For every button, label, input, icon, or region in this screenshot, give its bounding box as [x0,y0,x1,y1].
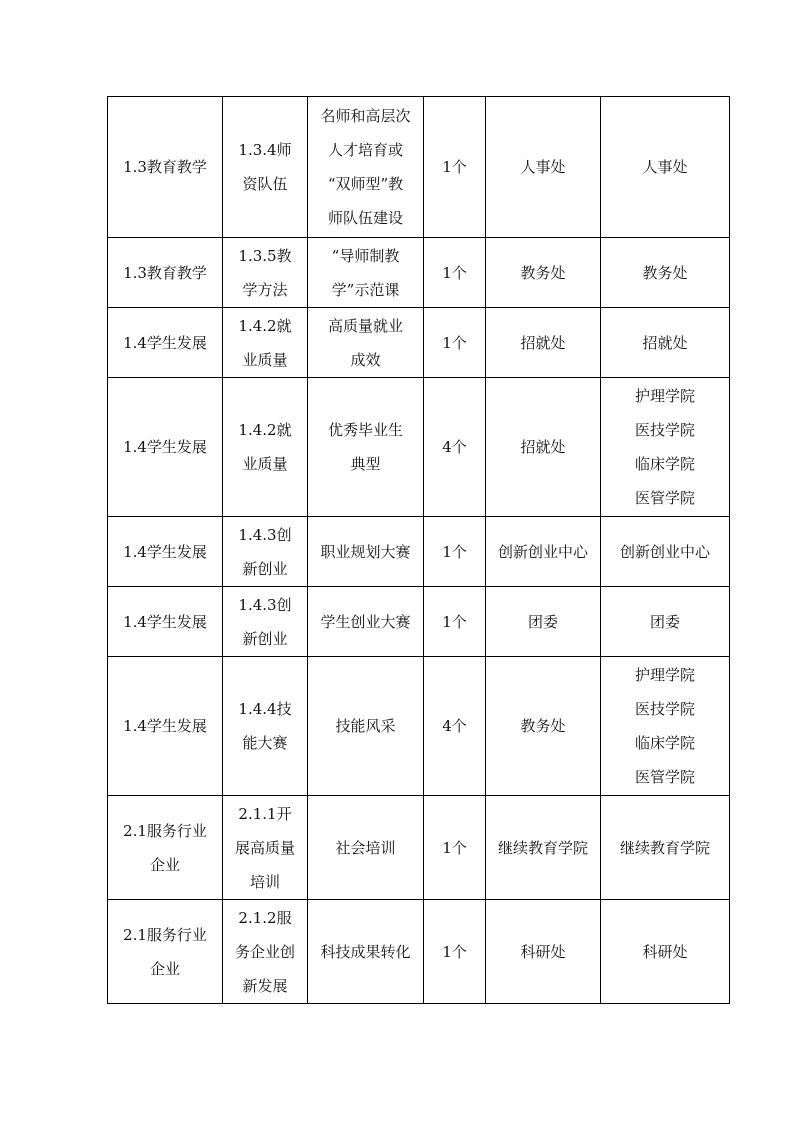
count-cell [424,238,486,308]
cell-line: 1.3教育教学 [123,263,207,282]
cell-line: 名师和高层次 [320,107,411,125]
lead-dept-cell [486,517,601,587]
cell-line: 学”示范课 [331,280,400,299]
cell-line: 1个 [442,612,467,631]
cell-line: 展高质量 [234,838,295,857]
table-row [108,378,730,517]
indicator-cell [108,378,223,517]
count-cell [424,900,486,1004]
cell-line: 新创业 [242,559,288,578]
cell-line: 医管学院 [634,489,695,507]
cell-line: 1.4学生发展 [123,542,207,561]
cell-line: 科研处 [642,942,688,961]
cell-line: 1个 [442,838,467,857]
project-cell [308,308,424,378]
cell-line: 临床学院 [634,734,695,752]
allocation-table [107,96,730,1004]
indicator-cell [108,796,223,900]
sub-indicator-cell [223,587,308,657]
cell-line: 典型 [350,455,381,473]
table-row [108,308,730,378]
cell-line: 1.4学生发展 [123,438,207,456]
project-cell [308,796,424,900]
cell-line: 1.4.3创 [238,595,292,614]
lead-dept-cell [486,587,601,657]
cell-line: 2.1.2服 [238,908,292,927]
cell-line: 1个 [442,333,467,352]
sub-indicator-cell [223,517,308,587]
cell-line: 资队伍 [242,175,288,193]
cell-line: 2.1服务行业 [123,925,207,944]
cell-line: 继续教育学院 [619,838,710,857]
cell-line: 教务处 [520,717,566,735]
cell-line: 学方法 [242,280,288,299]
lead-dept-cell [486,796,601,900]
cell-line: 1.4.4技 [238,700,292,718]
cell-line: 职业规划大赛 [320,542,411,561]
cell-line: 团委 [649,612,680,631]
project-cell [308,900,424,1004]
cell-line: 学生创业大赛 [320,612,411,631]
lead-dept-cell [486,657,601,796]
cell-line: 1个 [442,542,467,561]
cell-line: 新发展 [242,976,288,995]
cell-line: 医技学院 [634,700,695,718]
cell-line: 高质量就业 [327,316,403,335]
cell-line: 创新创业中心 [497,542,588,561]
project-cell [308,587,424,657]
cell-line: 培训 [249,872,280,891]
indicator-cell [108,517,223,587]
cell-line: 1.4.3创 [238,525,292,544]
project-cell [308,657,424,796]
cell-line: 教务处 [642,263,688,282]
cell-line: “导师制教 [331,246,400,265]
sub-indicator-cell [223,97,308,238]
cell-line: 4个 [442,438,467,456]
cell-line: 人事处 [642,158,688,176]
cell-line: 企业 [149,855,180,874]
count-cell [424,657,486,796]
count-cell [424,308,486,378]
count-cell [424,587,486,657]
responsible-dept-cell [601,657,730,796]
responsible-dept-cell [601,796,730,900]
table-row [108,900,730,1004]
indicator-cell [108,587,223,657]
cell-line: 临床学院 [634,455,695,473]
responsible-dept-cell [601,517,730,587]
cell-line: 4个 [442,717,467,735]
sub-indicator-cell [223,657,308,796]
indicator-cell [108,657,223,796]
cell-line: 技能风采 [335,717,396,735]
table-body [108,97,730,1004]
sub-indicator-cell [223,900,308,1004]
cell-line: 创新创业中心 [619,542,710,561]
lead-dept-cell [486,97,601,238]
cell-line: 优秀毕业生 [327,421,403,439]
table-row [108,657,730,796]
lead-dept-cell [486,308,601,378]
cell-line: 1.3.4师 [238,141,292,159]
cell-line: 招就处 [520,333,566,352]
table-row [108,97,730,238]
cell-line: 能大赛 [242,734,288,752]
cell-line: 成效 [350,350,381,369]
cell-line: 医技学院 [634,421,695,439]
cell-line: 业质量 [242,350,288,369]
cell-line: “双师型”教 [327,175,404,193]
cell-line: 1.4.2就 [238,421,292,439]
cell-line: 1.3教育教学 [123,158,207,176]
responsible-dept-cell [601,900,730,1004]
cell-line: 招就处 [520,438,566,456]
responsible-dept-cell [601,308,730,378]
count-cell [424,517,486,587]
cell-line: 医管学院 [634,768,695,786]
table-row [108,517,730,587]
cell-line: 1.4学生发展 [123,717,207,735]
lead-dept-cell [486,900,601,1004]
cell-line: 人事处 [520,158,566,176]
cell-line: 务企业创 [234,942,295,961]
cell-line: 人才培育或 [327,141,403,159]
cell-line: 教务处 [520,263,566,282]
cell-line: 1.4.2就 [238,316,292,335]
cell-line: 新创业 [242,629,288,648]
table-row [108,587,730,657]
indicator-cell [108,97,223,238]
table-row [108,238,730,308]
cell-line: 1个 [442,942,467,961]
cell-line: 1.4学生发展 [123,333,207,352]
cell-line: 科研处 [520,942,566,961]
project-cell [308,97,424,238]
responsible-dept-cell [601,238,730,308]
cell-line: 团委 [527,612,558,631]
project-cell [308,517,424,587]
indicator-cell [108,238,223,308]
project-cell [308,238,424,308]
cell-line: 业质量 [242,455,288,473]
cell-line: 2.1.1开 [238,804,292,823]
count-cell [424,796,486,900]
cell-line: 师队伍建设 [327,209,403,227]
cell-line: 2.1服务行业 [123,821,207,840]
cell-line: 1.4学生发展 [123,612,207,631]
cell-line: 护理学院 [634,387,695,405]
cell-line: 护理学院 [634,666,695,684]
count-cell [424,97,486,238]
lead-dept-cell [486,238,601,308]
cell-line: 1.3.5教 [238,246,292,265]
cell-line: 1个 [442,263,467,282]
count-cell [424,378,486,517]
sub-indicator-cell [223,238,308,308]
indicator-cell [108,308,223,378]
responsible-dept-cell [601,97,730,238]
sub-indicator-cell [223,378,308,517]
sub-indicator-cell [223,796,308,900]
cell-line: 社会培训 [335,838,396,857]
cell-line: 1个 [442,158,467,176]
table-row [108,796,730,900]
project-cell [308,378,424,517]
cell-line: 招就处 [642,333,688,352]
responsible-dept-cell [601,378,730,517]
sub-indicator-cell [223,308,308,378]
indicator-cell [108,900,223,1004]
cell-line: 企业 [149,959,180,978]
responsible-dept-cell [601,587,730,657]
cell-line: 继续教育学院 [497,838,588,857]
cell-line: 科技成果转化 [320,942,411,961]
lead-dept-cell [486,378,601,517]
